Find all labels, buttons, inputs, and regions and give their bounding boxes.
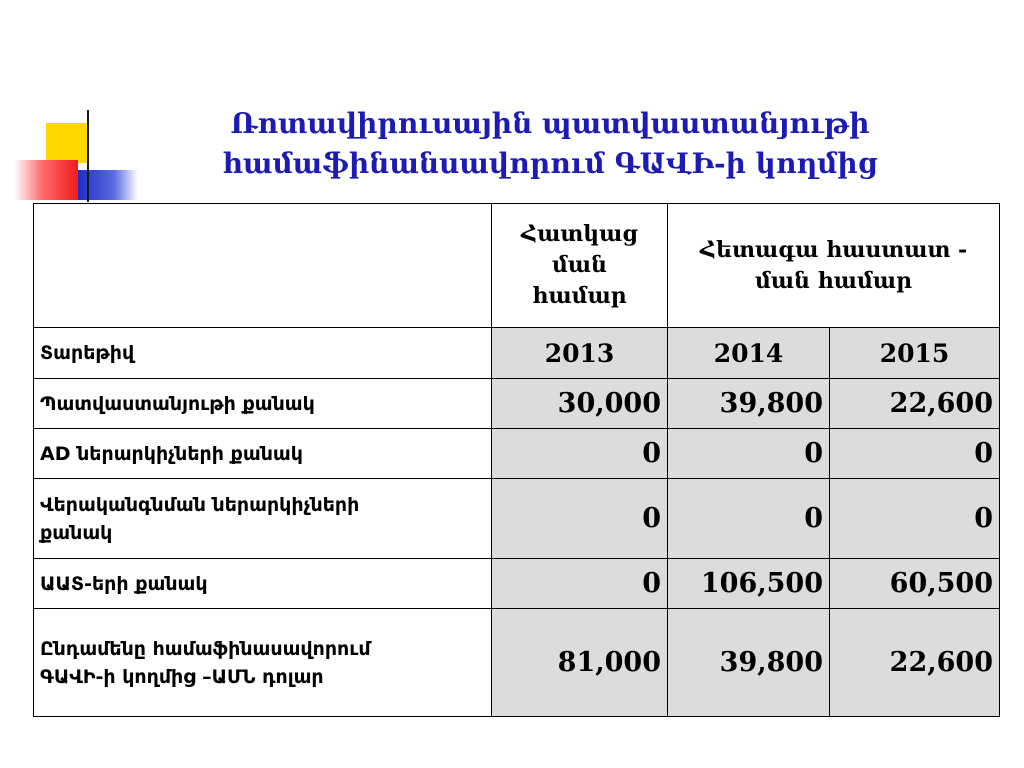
cofinancing-table [33, 203, 1000, 717]
value-cell: 39,800 [668, 609, 830, 717]
row-label: Պատվաստանյութի քանակ [34, 379, 492, 429]
row-label: ԱԱՏ-երի քանակ [34, 559, 492, 609]
value-cell: 0 [492, 479, 668, 559]
value-cell: 0 [830, 479, 1000, 559]
table-header-row [34, 204, 1000, 328]
value-cell: 0 [492, 429, 668, 479]
value-cell: 39,800 [668, 379, 830, 429]
vertical-line-decoration [87, 110, 89, 202]
row-label: Տարեթիվ [34, 328, 492, 379]
value-cell: 106,500 [668, 559, 830, 609]
value-cell: 0 [830, 429, 1000, 479]
year-2015: 2015 [830, 328, 1000, 379]
table-row-ad-syringes [34, 429, 1000, 479]
title-line-1: Ռոտավիրուսային պատվաստանյութի [230, 107, 870, 140]
value-cell: 22,600 [830, 609, 1000, 717]
table-row-vaccine [34, 379, 1000, 429]
row-label: AD ներարկիչների քանակ [34, 429, 492, 479]
header-planned: Հատկաց ման համար [492, 204, 668, 328]
value-cell: 30,000 [492, 379, 668, 429]
year-2014: 2014 [668, 328, 830, 379]
row-label: Ընդամենը համաֆինասավորում ԳԱՎԻ-ի կողմից –ԱՄՆ դոլար [34, 609, 492, 717]
red-bar-decoration [14, 160, 78, 200]
value-cell: 0 [492, 559, 668, 609]
title-line-2: համաֆինանսավորում ԳԱՎԻ-ի կողմից [222, 147, 878, 180]
slide-title [160, 104, 940, 184]
row-label: Վերականգնման ներարկիչների քանակ [34, 479, 492, 559]
table-row-total [34, 609, 1000, 717]
value-cell: 22,600 [830, 379, 1000, 429]
value-cell: 60,500 [830, 559, 1000, 609]
year-2013: 2013 [492, 328, 668, 379]
value-cell: 0 [668, 479, 830, 559]
table-row-year [34, 328, 1000, 379]
header-followup: Հետագա հաստատ - ման համար [668, 204, 1000, 328]
header-empty-cell [34, 204, 492, 328]
table-row-reconstitution-syringes [34, 479, 1000, 559]
value-cell: 81,000 [492, 609, 668, 717]
table-row-safety-boxes [34, 559, 1000, 609]
value-cell: 0 [668, 429, 830, 479]
yellow-square-decoration [46, 123, 88, 163]
